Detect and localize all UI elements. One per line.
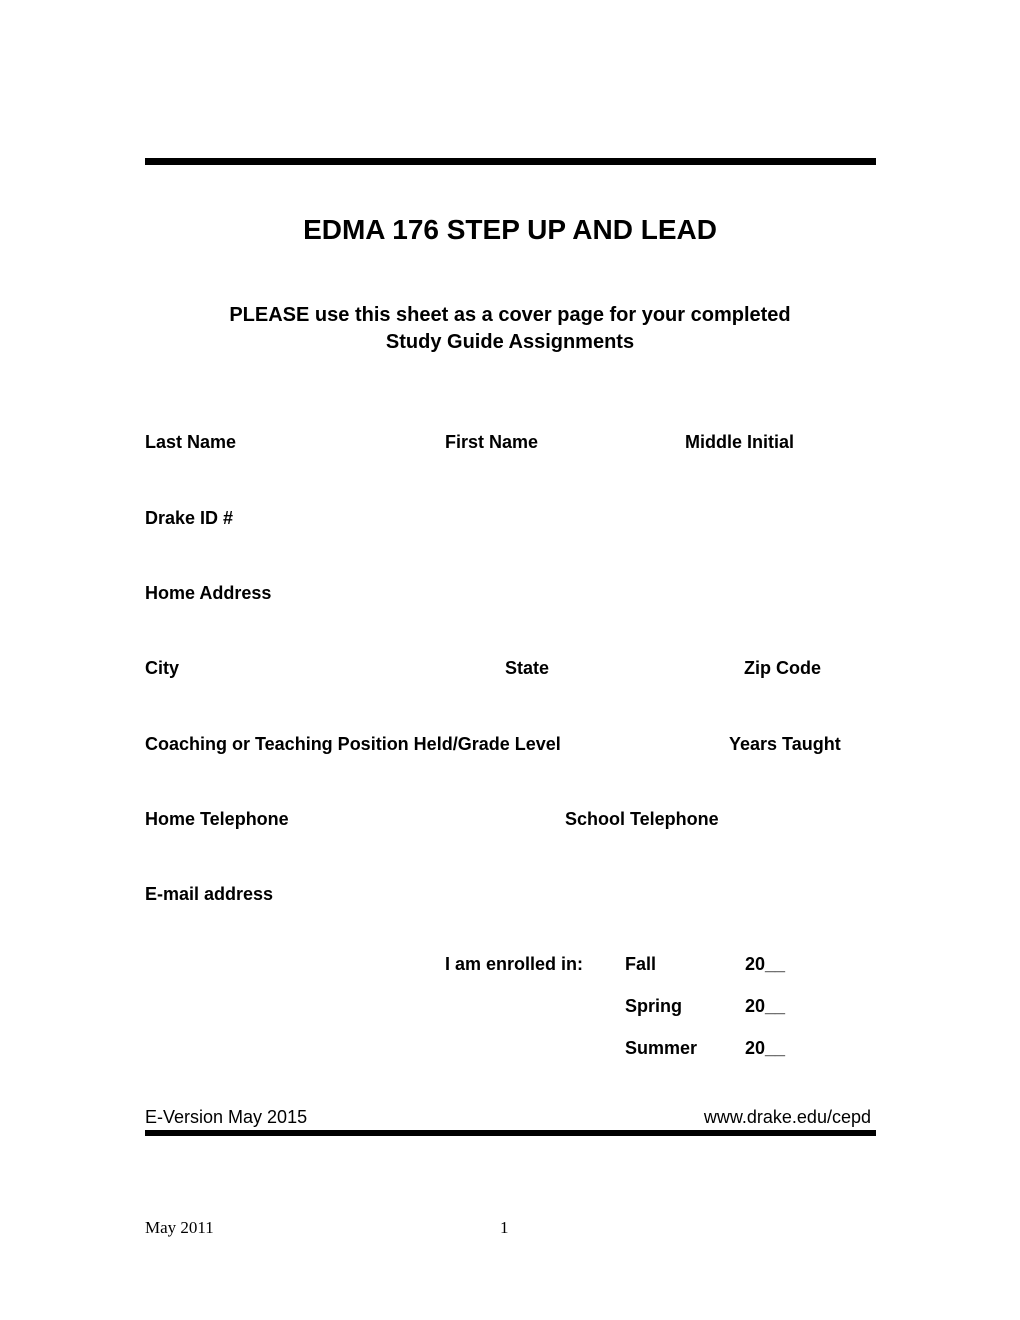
- term-summer: Summer: [625, 1038, 698, 1058]
- term-spring-year: 20__: [745, 996, 786, 1016]
- middle-initial-label: Middle Initial: [685, 432, 795, 452]
- email-label: E-mail address: [145, 884, 274, 904]
- version-text: E-Version May 2015: [145, 1107, 308, 1127]
- home-address-label: Home Address: [145, 583, 272, 603]
- term-fall: Fall: [625, 954, 657, 974]
- term-spring: Spring: [625, 996, 682, 1016]
- bottom-rule: [145, 1130, 876, 1136]
- website-url: www.drake.edu/cepd: [703, 1107, 871, 1127]
- page-number: 1: [500, 1218, 509, 1237]
- years-taught-label: Years Taught: [729, 734, 841, 754]
- enrollment-label: I am enrolled in:: [445, 954, 584, 974]
- top-rule: [145, 158, 876, 165]
- drake-id-label: Drake ID #: [145, 508, 234, 528]
- position-label: Coaching or Teaching Position Held/Grade Level: [145, 734, 561, 754]
- city-label: City: [145, 658, 180, 678]
- term-fall-year: 20__: [745, 954, 786, 974]
- instructions-line-1: PLEASE use this sheet as a cover page for your completed: [229, 304, 791, 326]
- first-name-label: First Name: [445, 432, 539, 452]
- page-footer-date: May 2011: [145, 1218, 214, 1237]
- state-label: State: [505, 658, 550, 678]
- page-title: EDMA 176 STEP UP AND LEAD: [303, 214, 717, 245]
- last-name-label: Last Name: [145, 432, 237, 452]
- term-summer-year: 20__: [745, 1038, 786, 1058]
- home-telephone-label: Home Telephone: [145, 809, 289, 829]
- school-telephone-label: School Telephone: [565, 809, 719, 829]
- instructions-line-2: Study Guide Assignments: [385, 331, 635, 353]
- zip-code-label: Zip Code: [744, 658, 821, 678]
